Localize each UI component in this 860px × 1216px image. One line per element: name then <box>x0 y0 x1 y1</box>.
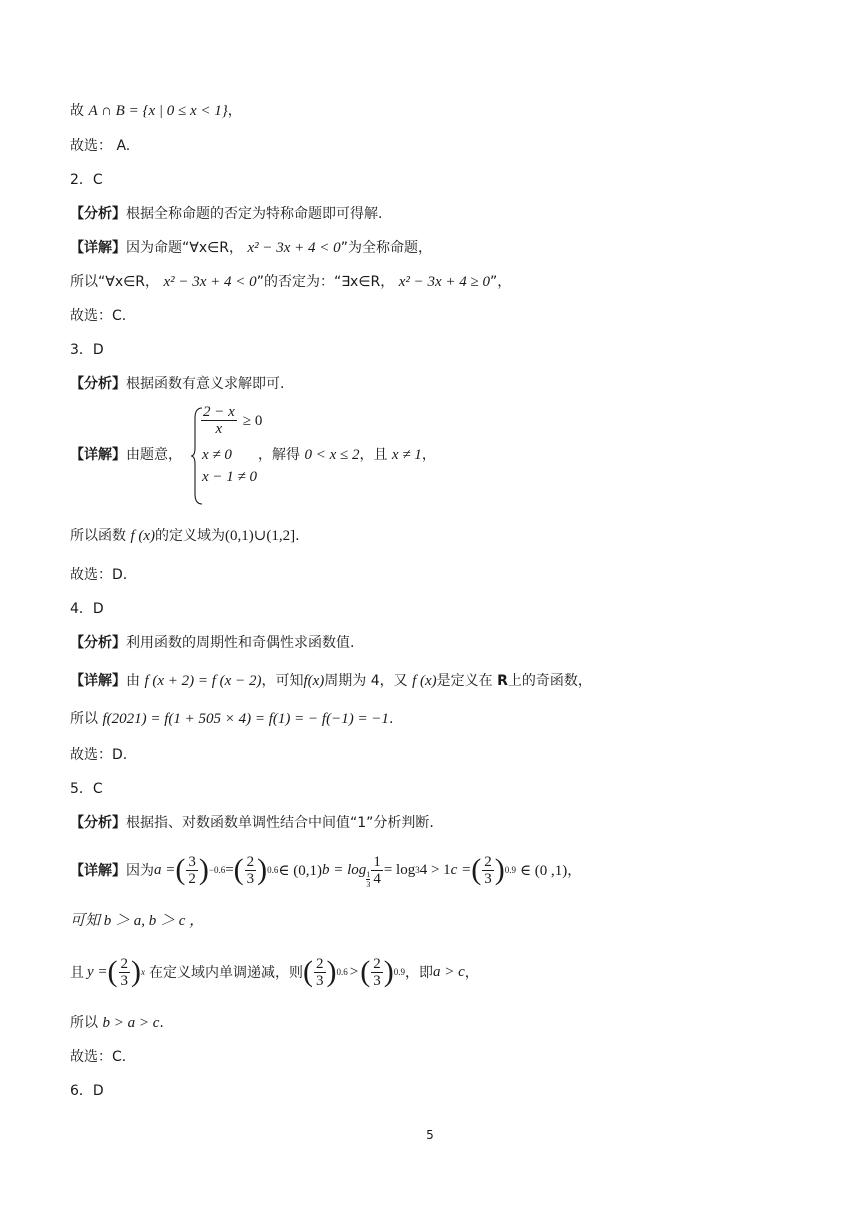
exponent: 0.9 <box>393 967 405 977</box>
denominator: 3 <box>316 972 324 989</box>
numerator: 2 − x <box>203 404 235 420</box>
left-paren: ( <box>233 853 244 886</box>
text: 由题意， <box>126 447 182 463</box>
text-line <box>70 709 393 729</box>
text: ， <box>567 863 582 879</box>
math-expression: 4 > 1 <box>419 861 451 878</box>
text: 是定义在 <box>436 673 493 689</box>
math-expression: 可知 b ＞ a, b ＞ c ， <box>70 913 205 929</box>
math-expression: f(x) <box>303 673 325 689</box>
exponent: x <box>141 967 146 977</box>
text: 所以函数 <box>70 528 126 544</box>
system-row-2: x ≠ 0 <box>202 447 232 463</box>
text: ”的否定为：“∃x∈R， <box>256 274 395 290</box>
fraction <box>371 854 383 887</box>
system-row-1 <box>200 404 262 437</box>
math-expression: a = <box>154 861 176 878</box>
text: . <box>159 1015 164 1031</box>
detail-tag: 【详解】 <box>70 673 126 689</box>
log-base <box>366 870 370 889</box>
fraction <box>201 404 237 437</box>
q5-detail-line <box>70 848 581 892</box>
analysis-tag: 【分析】 <box>70 206 126 222</box>
text-line: 故选：D. <box>70 567 128 583</box>
text: 故 <box>70 103 84 119</box>
math-expression: x² − 3x + 4 < 0 <box>247 240 341 256</box>
numerator: 3 <box>188 853 196 870</box>
text: 上的奇函数， <box>507 673 592 689</box>
text: 因为 <box>126 863 154 879</box>
text: . <box>295 528 300 544</box>
math-expression: b = log <box>322 861 367 878</box>
text: ”为全称命题， <box>340 240 432 256</box>
text-line <box>70 374 284 394</box>
left-paren: ( <box>107 955 118 988</box>
text: ，即 <box>405 965 433 981</box>
text-line <box>70 1013 164 1033</box>
math-expression: (0,1)∪(1,2] <box>225 528 296 544</box>
base-denominator: 3 <box>366 879 371 889</box>
text: 因为命题“∀x∈R， <box>126 240 244 256</box>
answer-number: 2．C <box>70 172 103 188</box>
math-expression: x ≠ 1 <box>391 447 422 463</box>
q5-monotone-line <box>70 950 479 994</box>
numerator: 1 <box>373 853 381 870</box>
right-paren: ) <box>494 853 505 886</box>
math-expression: b > a > c <box>102 1015 160 1031</box>
denominator: 2 <box>188 870 196 887</box>
math-expression: f (x) <box>412 673 437 689</box>
exponent: 0.6 <box>267 865 279 875</box>
text-line <box>70 272 511 292</box>
text: 周期为 4，又 <box>324 673 408 689</box>
answer-number: 6．D <box>70 1083 104 1099</box>
analysis-tag: 【分析】 <box>70 376 126 392</box>
right-paren: ) <box>257 853 268 886</box>
text: 的定义域为 <box>155 528 226 544</box>
text-line <box>70 671 592 691</box>
text: 所以 <box>70 711 98 727</box>
math-expression: A ∩ B = {x | 0 ≤ x < 1} <box>88 103 228 119</box>
text: 根据函数有意义求解即可. <box>126 376 285 392</box>
answer-number: 3．D <box>70 342 104 358</box>
right-paren: ) <box>131 955 142 988</box>
text: 所以“∀x∈R， <box>70 274 160 290</box>
exponent: −0.6 <box>208 865 226 875</box>
detail-tag: 【详解】 <box>70 447 126 463</box>
left-paren: ( <box>175 853 186 886</box>
numerator: 2 <box>246 853 255 870</box>
answer-number: 5．C <box>70 781 103 797</box>
text: R <box>497 673 508 689</box>
numerator: 2 <box>373 955 381 972</box>
right-paren: ) <box>198 853 209 886</box>
left-paren: ( <box>303 955 314 988</box>
math-expression: ∈ (0 ,1) <box>519 862 568 879</box>
detail-tag: 【详解】 <box>70 240 126 256</box>
text-line <box>70 633 354 653</box>
math-expression: c = <box>450 861 472 878</box>
math-expression: 0 < x ≤ 2 <box>304 447 360 463</box>
fraction <box>371 956 383 989</box>
denominator: 3 <box>120 972 129 989</box>
text-line <box>70 238 432 258</box>
exponent: 0.9 <box>504 865 516 875</box>
text-line <box>70 204 382 224</box>
fraction <box>119 956 131 989</box>
text: 由 <box>126 673 140 689</box>
fraction <box>186 854 198 887</box>
right-paren: ) <box>383 955 394 988</box>
text-line <box>70 911 204 931</box>
log-base: 3 <box>415 865 420 875</box>
math-expression: x² − 3x + 4 < 0 <box>163 274 257 290</box>
text-line <box>70 813 434 833</box>
text-line <box>70 526 300 546</box>
text: ”， <box>490 274 512 290</box>
text: 且 <box>70 965 84 981</box>
math-expression: f (x) <box>130 528 156 544</box>
numerator: 2 <box>316 955 324 972</box>
text-line <box>70 101 242 121</box>
right-paren: ) <box>326 955 337 988</box>
math-expression: x² − 3x + 4 ≥ 0 <box>398 274 490 290</box>
system-row-3: x − 1 ≠ 0 <box>202 469 258 485</box>
left-paren: ( <box>471 853 482 886</box>
analysis-tag: 【分析】 <box>70 635 126 651</box>
math-expression: y = <box>87 963 108 980</box>
left-paren: ( <box>360 955 371 988</box>
text-line: 故选：C. <box>70 1049 127 1065</box>
numerator: 2 <box>120 955 129 972</box>
relation: ≥ 0 <box>242 413 263 429</box>
text-line: 故选： A. <box>70 138 131 154</box>
math-expression: ∈ (0,1) <box>278 862 323 879</box>
text: 所以 <box>70 1015 98 1031</box>
denominator: 4 <box>373 870 381 887</box>
answer-number: 4．D <box>70 601 104 617</box>
analysis-tag: 【分析】 <box>70 815 126 831</box>
text-line <box>70 445 182 465</box>
denominator: 3 <box>484 870 492 887</box>
text: ， <box>227 103 242 119</box>
math-expression: f(2021) = f(1 + 505 × 4) = f(1) = − f(−1) = −1 <box>102 711 389 727</box>
page-number: 5 <box>426 1128 434 1142</box>
text: ，可知 <box>261 673 304 689</box>
fraction <box>314 956 326 989</box>
text: 在定义域内单调递减，则 <box>149 965 304 981</box>
exponent: 0.6 <box>336 967 348 977</box>
math-expression: > <box>349 963 359 980</box>
math-expression: f (x + 2) = f (x − 2) <box>144 673 262 689</box>
text: . <box>388 711 394 727</box>
math-expression: = <box>225 861 234 878</box>
text: 利用函数的周期性和奇偶性求函数值. <box>126 635 355 651</box>
text: 根据全称命题的否定为特称命题即可得解. <box>126 206 383 222</box>
text: ， <box>421 447 436 463</box>
text: 根据指、对数函数单调性结合中间值“1”分析判断. <box>126 815 434 831</box>
text: ，解得 <box>258 447 300 463</box>
numerator: 2 <box>484 853 492 870</box>
fraction <box>482 854 494 887</box>
detail-tag: 【详解】 <box>70 863 126 879</box>
base-numerator: 1 <box>366 869 371 879</box>
denominator: x <box>215 421 223 437</box>
math-expression: a > c <box>433 963 465 980</box>
denominator: 3 <box>246 870 255 887</box>
math-expression: = log <box>383 861 416 878</box>
text-line: 故选：D. <box>70 747 128 763</box>
text: ，且 <box>359 447 388 463</box>
text: ， <box>464 965 479 981</box>
text-line: 故选：C. <box>70 308 127 324</box>
denominator: 3 <box>373 972 381 989</box>
fraction <box>245 854 257 887</box>
text-line <box>258 445 436 465</box>
